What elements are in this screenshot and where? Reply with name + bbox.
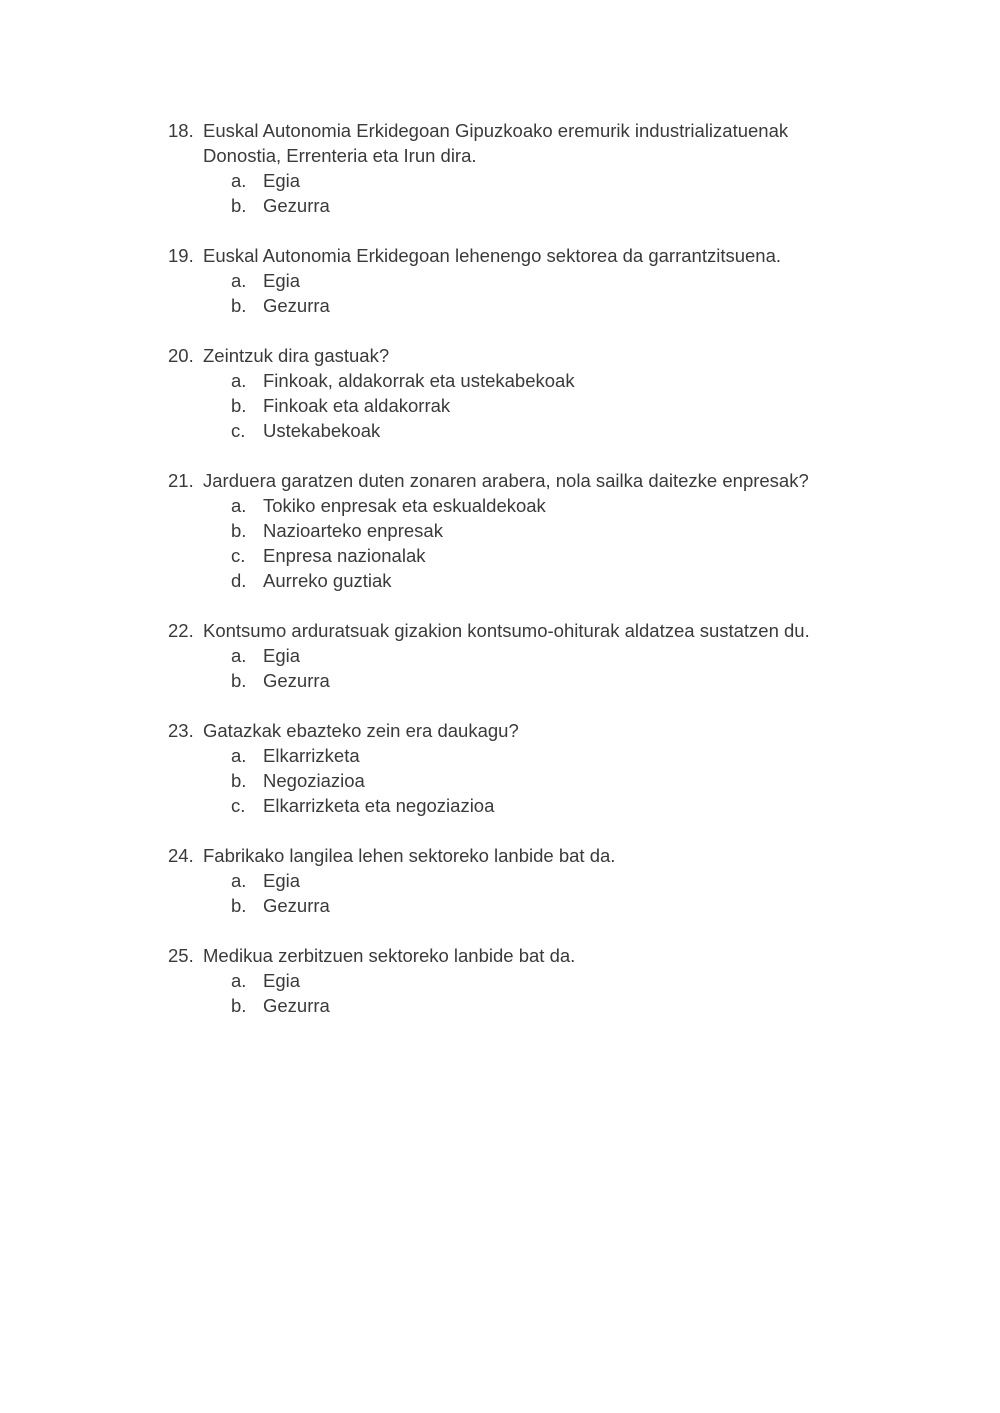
question-text: Kontsumo arduratsuak gizakion kontsumo-ohiturak aldatzea sustatzen du. [203,620,810,641]
option-letter: c. [231,795,246,816]
option-b[interactable] [231,518,858,543]
option-letter: a. [231,870,247,891]
option-letter: c. [231,420,246,441]
option-b[interactable] [231,993,858,1018]
option-text: Egia [263,970,301,991]
option-letter: c. [231,545,246,566]
option-text: Aurreko guztiak [263,570,392,591]
question-list [168,118,858,1043]
option-text: Egia [263,270,301,291]
option-a[interactable] [231,368,858,393]
option-c[interactable] [231,418,858,443]
option-text: Negoziazioa [263,770,365,791]
option-letter: b. [231,520,247,541]
option-text: Enpresa nazionalak [263,545,426,566]
question-row [168,843,858,868]
question-24 [168,843,858,918]
question-row [168,718,858,743]
option-text: Gezurra [263,895,330,916]
option-letter: a. [231,645,247,666]
question-22 [168,618,858,693]
option-a[interactable] [231,168,858,193]
question-row [168,343,858,368]
option-b[interactable] [231,668,858,693]
option-text: Finkoak, aldakorrak eta ustekabekoak [263,370,575,391]
option-text: Elkarrizketa [263,745,360,766]
question-text: Jarduera garatzen duten zonaren arabera, nola sailka daitezke enpresak? [203,470,809,491]
option-a[interactable] [231,268,858,293]
option-letter: b. [231,395,247,416]
option-text: Egia [263,645,301,666]
question-text: Euskal Autonomia Erkidegoan Gipuzkoako eremurik industrializatuenak Donostia, Errenteria eta Irun dira. [203,120,789,166]
option-letter: d. [231,570,247,591]
option-b[interactable] [231,393,858,418]
option-letter: b. [231,895,247,916]
option-a[interactable] [231,643,858,668]
question-row [168,118,858,168]
question-number: 20. [168,345,194,366]
option-letter: b. [231,995,247,1016]
option-letter: a. [231,745,247,766]
question-19 [168,243,858,318]
option-c[interactable] [231,543,858,568]
option-b[interactable] [231,768,858,793]
option-c[interactable] [231,793,858,818]
option-text: Gezurra [263,195,330,216]
option-a[interactable] [231,743,858,768]
question-text: Fabrikako langilea lehen sektoreko lanbide bat da. [203,845,616,866]
option-letter: b. [231,770,247,791]
option-letter: a. [231,970,247,991]
option-a[interactable] [231,493,858,518]
option-a[interactable] [231,968,858,993]
question-text: Euskal Autonomia Erkidegoan lehenengo sektorea da garrantzitsuena. [203,245,781,266]
question-number: 19. [168,245,194,266]
question-21 [168,468,858,593]
question-row [168,243,858,268]
option-letter: a. [231,495,247,516]
option-letter: a. [231,170,247,191]
option-text: Gezurra [263,295,330,316]
option-letter: b. [231,670,247,691]
question-row [168,943,858,968]
question-18 [168,118,858,218]
option-text: Egia [263,170,301,191]
question-20 [168,343,858,443]
question-number: 23. [168,720,194,741]
option-d[interactable] [231,568,858,593]
option-a[interactable] [231,868,858,893]
question-number: 22. [168,620,194,641]
option-text: Finkoak eta aldakorrak [263,395,451,416]
option-text: Egia [263,870,301,891]
question-text: Zeintzuk dira gastuak? [203,345,390,366]
question-number: 25. [168,945,194,966]
option-text: Gezurra [263,995,330,1016]
option-text: Ustekabekoak [263,420,381,441]
question-text: Gatazkak ebazteko zein era daukagu? [203,720,519,741]
question-25 [168,943,858,1018]
question-number: 24. [168,845,194,866]
option-b[interactable] [231,193,858,218]
question-text: Medikua zerbitzuen sektoreko lanbide bat da. [203,945,576,966]
option-b[interactable] [231,893,858,918]
option-text: Tokiko enpresak eta eskualdekoak [263,495,546,516]
question-23 [168,718,858,818]
option-text: Elkarrizketa eta negoziazioa [263,795,495,816]
option-letter: a. [231,270,247,291]
option-letter: a. [231,370,247,391]
option-text: Nazioarteko enpresak [263,520,443,541]
question-number: 21. [168,470,194,491]
question-number: 18. [168,120,194,141]
question-row [168,468,858,493]
option-b[interactable] [231,293,858,318]
option-letter: b. [231,195,247,216]
option-letter: b. [231,295,247,316]
question-row [168,618,858,643]
option-text: Gezurra [263,670,330,691]
